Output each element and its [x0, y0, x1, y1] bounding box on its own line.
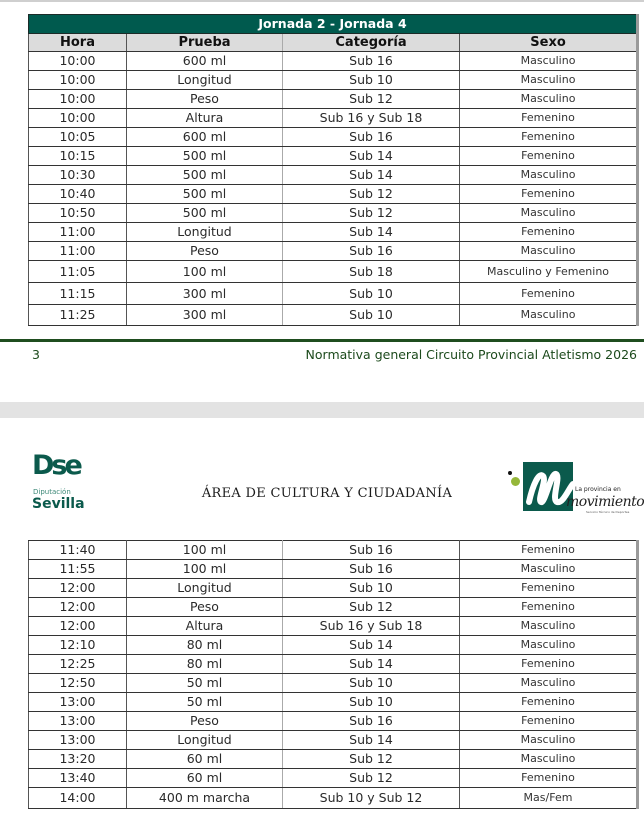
- cell-sexo: Femenino: [460, 223, 638, 242]
- table-row: [29, 731, 638, 750]
- cell-sexo: Femenino: [460, 769, 638, 788]
- cell-sexo: Masculino: [460, 90, 638, 109]
- cell-sexo: Masculino: [460, 166, 638, 185]
- cell-sexo: Femenino: [460, 541, 638, 560]
- cell-prueba: 100 ml: [127, 560, 283, 579]
- cell-hora: 12:25: [29, 655, 127, 674]
- table-row: [29, 305, 638, 326]
- cell-hora: 10:00: [29, 71, 127, 90]
- table-row: [29, 204, 638, 223]
- cell-categoria: Sub 14: [283, 147, 460, 166]
- cell-sexo: Femenino: [460, 109, 638, 128]
- cell-hora: 11:55: [29, 560, 127, 579]
- cell-hora: 10:05: [29, 128, 127, 147]
- cell-hora: 13:40: [29, 769, 127, 788]
- cell-hora: 10:50: [29, 204, 127, 223]
- table-row: [29, 579, 638, 598]
- cell-hora: 11:00: [29, 242, 127, 261]
- cell-hora: 12:50: [29, 674, 127, 693]
- cell-sexo: Masculino: [460, 52, 638, 71]
- cell-hora: 10:00: [29, 52, 127, 71]
- cell-prueba: 50 ml: [127, 674, 283, 693]
- table-row: [29, 617, 638, 636]
- cell-categoria: Sub 16 y Sub 18: [283, 617, 460, 636]
- table-row: [29, 283, 638, 305]
- cell-categoria: Sub 10: [283, 693, 460, 712]
- area-title: ÁREA DE CULTURA Y CIUDADANÍA: [201, 486, 453, 501]
- cell-categoria: Sub 10: [283, 579, 460, 598]
- cell-sexo: Femenino: [460, 712, 638, 731]
- cell-hora: 11:40: [29, 541, 127, 560]
- cell-categoria: Sub 10 y Sub 12: [283, 788, 460, 809]
- table-row: [29, 750, 638, 769]
- logo-dot-green: [511, 477, 520, 486]
- cell-sexo: Femenino: [460, 147, 638, 166]
- cell-sexo: Masculino: [460, 750, 638, 769]
- cell-hora: 12:10: [29, 636, 127, 655]
- cell-categoria: Sub 10: [283, 674, 460, 693]
- cell-prueba: 500 ml: [127, 166, 283, 185]
- cell-hora: 12:00: [29, 579, 127, 598]
- cell-prueba: Peso: [127, 712, 283, 731]
- table-row: [29, 185, 638, 204]
- table-row: [29, 788, 638, 809]
- cell-hora: 10:00: [29, 109, 127, 128]
- table-row: [29, 52, 638, 71]
- cell-sexo: Mas/Fem: [460, 788, 638, 809]
- cell-prueba: 100 ml: [127, 541, 283, 560]
- cell-categoria: Sub 16: [283, 52, 460, 71]
- cell-prueba: 100 ml: [127, 261, 283, 283]
- cell-prueba: 500 ml: [127, 204, 283, 223]
- header-prueba: Prueba: [127, 34, 283, 52]
- logo-tagline: La provincia en: [575, 486, 621, 493]
- table-row: [29, 128, 638, 147]
- table-row: [29, 674, 638, 693]
- cell-sexo: Masculino: [460, 560, 638, 579]
- cell-categoria: Sub 16: [283, 242, 460, 261]
- logo-micro-text: Servicio Técnico de Deportes: [586, 510, 630, 514]
- cell-sexo: Masculino: [460, 71, 638, 90]
- cell-prueba: Longitud: [127, 223, 283, 242]
- cell-sexo: Masculino: [460, 617, 638, 636]
- cell-prueba: 80 ml: [127, 636, 283, 655]
- cell-hora: 13:00: [29, 693, 127, 712]
- footer-document-title: Normativa general Circuito Provincial Atletismo 2026: [305, 347, 637, 362]
- cell-prueba: Peso: [127, 242, 283, 261]
- cell-prueba: Longitud: [127, 71, 283, 90]
- table-row: [29, 560, 638, 579]
- table-row: [29, 242, 638, 261]
- cell-sexo: Masculino: [460, 242, 638, 261]
- table-row: [29, 636, 638, 655]
- cell-categoria: Sub 16: [283, 560, 460, 579]
- cell-prueba: 60 ml: [127, 750, 283, 769]
- logo-script: movimiento: [566, 494, 644, 510]
- page-top-edge: [0, 0, 644, 2]
- table-row: [29, 693, 638, 712]
- cell-prueba: 500 ml: [127, 185, 283, 204]
- cell-prueba: Longitud: [127, 731, 283, 750]
- cell-hora: 10:40: [29, 185, 127, 204]
- table-row: [29, 261, 638, 283]
- cell-categoria: Sub 12: [283, 750, 460, 769]
- table-row: [29, 109, 638, 128]
- dse-logo-subtitle: Diputación: [33, 488, 71, 496]
- cell-sexo: Masculino: [460, 674, 638, 693]
- cell-hora: 14:00: [29, 788, 127, 809]
- cell-sexo: Femenino: [460, 693, 638, 712]
- table-row: [29, 541, 638, 560]
- table-body: [29, 541, 638, 809]
- table-row: [29, 166, 638, 185]
- cell-prueba: 500 ml: [127, 147, 283, 166]
- header-categoria: Categoría: [283, 34, 460, 52]
- cell-categoria: Sub 16: [283, 128, 460, 147]
- schedule-table-continued: [28, 540, 639, 809]
- cell-sexo: Femenino: [460, 598, 638, 617]
- cell-prueba: 50 ml: [127, 693, 283, 712]
- cell-hora: 13:00: [29, 731, 127, 750]
- cell-hora: 13:00: [29, 712, 127, 731]
- cell-prueba: Altura: [127, 617, 283, 636]
- cell-categoria: Sub 14: [283, 166, 460, 185]
- cell-hora: 10:00: [29, 90, 127, 109]
- cell-hora: 11:05: [29, 261, 127, 283]
- header-hora: Hora: [29, 34, 127, 52]
- cell-prueba: 80 ml: [127, 655, 283, 674]
- table-row: [29, 223, 638, 242]
- cell-hora: 11:25: [29, 305, 127, 326]
- cell-categoria: Sub 12: [283, 769, 460, 788]
- table-body: [29, 52, 638, 326]
- dse-logo-mark: Dse: [32, 450, 80, 481]
- table-row: [29, 147, 638, 166]
- cell-prueba: 600 ml: [127, 52, 283, 71]
- cell-sexo: Femenino: [460, 185, 638, 204]
- diputacion-sevilla-logo: [32, 450, 92, 515]
- cell-categoria: Sub 14: [283, 223, 460, 242]
- cell-categoria: Sub 12: [283, 204, 460, 223]
- cell-categoria: Sub 12: [283, 598, 460, 617]
- cell-categoria: Sub 14: [283, 636, 460, 655]
- cell-sexo: Femenino: [460, 655, 638, 674]
- cell-hora: 13:20: [29, 750, 127, 769]
- cell-categoria: Sub 16 y Sub 18: [283, 109, 460, 128]
- cell-prueba: 400 m marcha: [127, 788, 283, 809]
- cell-prueba: Peso: [127, 598, 283, 617]
- cell-sexo: Masculino y Femenino: [460, 261, 638, 283]
- table-title: Jornada 2 - Jornada 4: [29, 15, 638, 34]
- cell-categoria: Sub 16: [283, 541, 460, 560]
- table-row: [29, 712, 638, 731]
- cell-hora: 11:00: [29, 223, 127, 242]
- footer-rule: [0, 339, 644, 342]
- cell-sexo: Femenino: [460, 128, 638, 147]
- cell-hora: 10:15: [29, 147, 127, 166]
- page-separator: [0, 402, 644, 418]
- dse-logo-city: Sevilla: [32, 496, 85, 512]
- cell-categoria: Sub 10: [283, 305, 460, 326]
- cell-categoria: Sub 10: [283, 283, 460, 305]
- cell-categoria: Sub 14: [283, 731, 460, 750]
- cell-sexo: Masculino: [460, 636, 638, 655]
- logo-dot-black: [508, 471, 512, 475]
- table-row: [29, 655, 638, 674]
- table-row: [29, 71, 638, 90]
- schedule-table-jornada: [28, 14, 639, 326]
- cell-categoria: Sub 14: [283, 655, 460, 674]
- cell-categoria: Sub 12: [283, 185, 460, 204]
- cell-categoria: Sub 16: [283, 712, 460, 731]
- cell-categoria: Sub 10: [283, 71, 460, 90]
- cell-sexo: Femenino: [460, 283, 638, 305]
- table-row: [29, 90, 638, 109]
- table-title-row: [29, 15, 638, 34]
- cell-prueba: Longitud: [127, 579, 283, 598]
- cell-prueba: Peso: [127, 90, 283, 109]
- cell-prueba: 300 ml: [127, 305, 283, 326]
- cell-hora: 10:30: [29, 166, 127, 185]
- cell-categoria: Sub 12: [283, 90, 460, 109]
- footer-page-number: 3: [32, 347, 40, 362]
- table-header-row: [29, 34, 638, 52]
- table-row: [29, 769, 638, 788]
- cell-sexo: Femenino: [460, 579, 638, 598]
- cell-hora: 12:00: [29, 617, 127, 636]
- cell-sexo: Masculino: [460, 305, 638, 326]
- cell-prueba: 600 ml: [127, 128, 283, 147]
- cell-categoria: Sub 18: [283, 261, 460, 283]
- cell-sexo: Masculino: [460, 731, 638, 750]
- cell-sexo: Masculino: [460, 204, 638, 223]
- cell-prueba: 60 ml: [127, 769, 283, 788]
- cell-prueba: Altura: [127, 109, 283, 128]
- header-sexo: Sexo: [460, 34, 638, 52]
- cell-prueba: 300 ml: [127, 283, 283, 305]
- cell-hora: 11:15: [29, 283, 127, 305]
- cell-hora: 12:00: [29, 598, 127, 617]
- table-row: [29, 598, 638, 617]
- provincia-en-movimiento-logo: [504, 460, 644, 516]
